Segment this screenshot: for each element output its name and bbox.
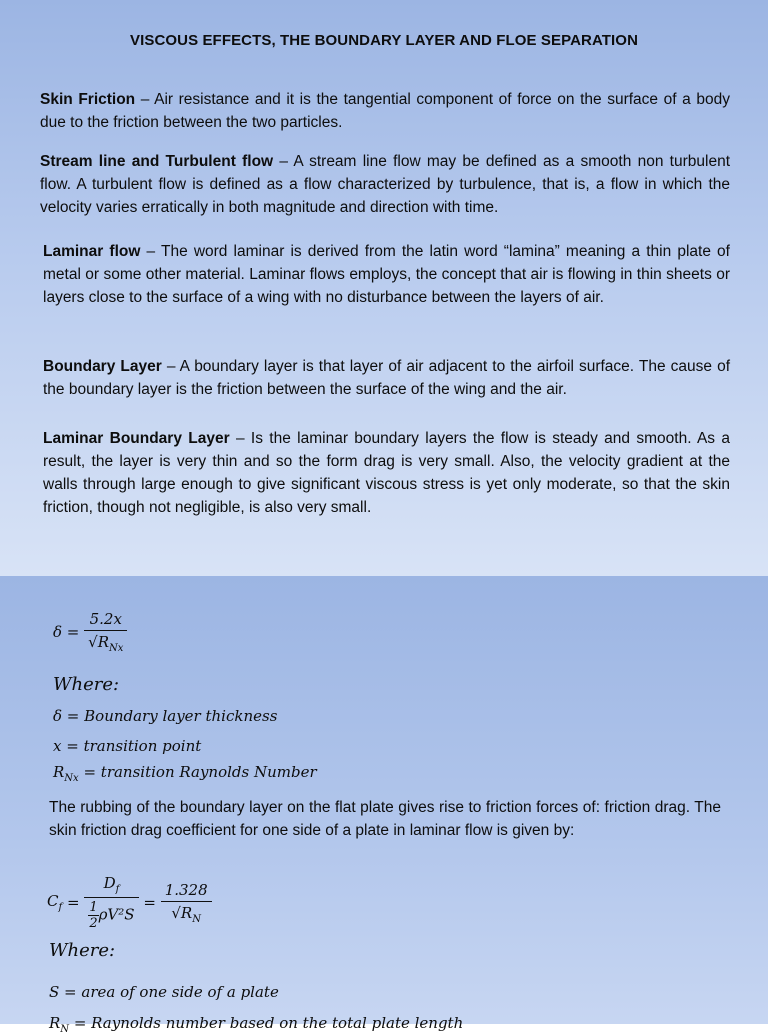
para-skin-friction [40, 88, 730, 134]
para-boundary-layer [43, 355, 730, 401]
term-label: Laminar Boundary Layer [43, 430, 230, 447]
eq-half: $\frac{1}{2}$ [89, 900, 98, 931]
para-laminar-flow [43, 240, 730, 309]
page-title: VISCOUS EFFECTS, THE BOUNDARY LAYER AND FLOE SEPARATION [129, 32, 639, 49]
eq-fraction [84, 610, 127, 654]
definition-x: x = transition point [53, 737, 202, 755]
para-laminar-boundary-layer [43, 427, 730, 519]
definition-rnx: $R_{Nx}$ = transition Raynolds Number [53, 763, 317, 784]
eq-fraction-drag: $D_f$ $\frac{1}{2}$ ρV²S [84, 874, 138, 931]
where-label-1: Where: [53, 674, 120, 695]
definition-rn: $R_N$ = Raynolds number based on the total plate length [49, 1014, 464, 1035]
eq-fraction-coefficient: $\frac{1.328}{√R_N}$ [161, 881, 212, 925]
term-text: – Air resistance and it is the tangential component of force on the surface of a body due to the friction between the two particles. [40, 91, 730, 131]
equation-boundary-thickness [53, 610, 127, 654]
where-label-2: Where: [49, 940, 116, 961]
eq-lhs: δ = [53, 623, 80, 641]
definition-delta: δ = Boundary layer thickness [53, 707, 278, 725]
para-rubbing: The rubbing of the boundary layer on the flat plate gives rise to friction forces of: friction drag. The skin friction drag coefficient for one side of a plate in laminar flow is given by: [49, 799, 721, 839]
term-label: Stream line and Turbulent flow [40, 153, 274, 170]
term-text: – A stream line flow may be defined as a smooth non turbulent flow. A turbulent flow is defined as a flow characterized by turbulence, that is, a flow in which the velocity varies erratically in both magnitude and direction with time. [40, 153, 731, 216]
term-text: – Is the laminar boundary layers the flow is steady and smooth. As a result, the layer is very thin and so the form drag is very small. Also, the velocity gradient at the walls through large enough to give significant viscous stress is yet only moderate, so that the skin friction, though not negligible, is also very small. [43, 430, 730, 516]
slide-lower [0, 576, 768, 1035]
eq-numerator: 5.2x [84, 610, 127, 631]
para-stream-line [40, 150, 730, 219]
eq-denominator: $√R_{Nx}$ [88, 633, 124, 654]
definition-s: S = area of one side of a plate [49, 983, 279, 1001]
term-label: Laminar flow [43, 243, 141, 260]
term-label: Boundary Layer [43, 358, 162, 375]
term-text: – A boundary layer is that layer of air adjacent to the airfoil surface. The cause of the boundary layer is the friction between the surface of the wing and the air. [43, 358, 730, 398]
term-label: Skin Friction [40, 91, 136, 108]
equation-skin-friction-coefficient: $C_f$ = $D_f$ $\frac{1}{2}$ ρV²S = $\frac{1.328}{√R_N}$ [47, 874, 212, 931]
term-text: – The word laminar is derived from the latin word “lamina” meaning a thin plate of metal or some other material. Laminar flows employs, the concept that air is flowing in thin sheets or layers close to the surface of a wing with no disturbance between the layers of air. [43, 243, 730, 306]
